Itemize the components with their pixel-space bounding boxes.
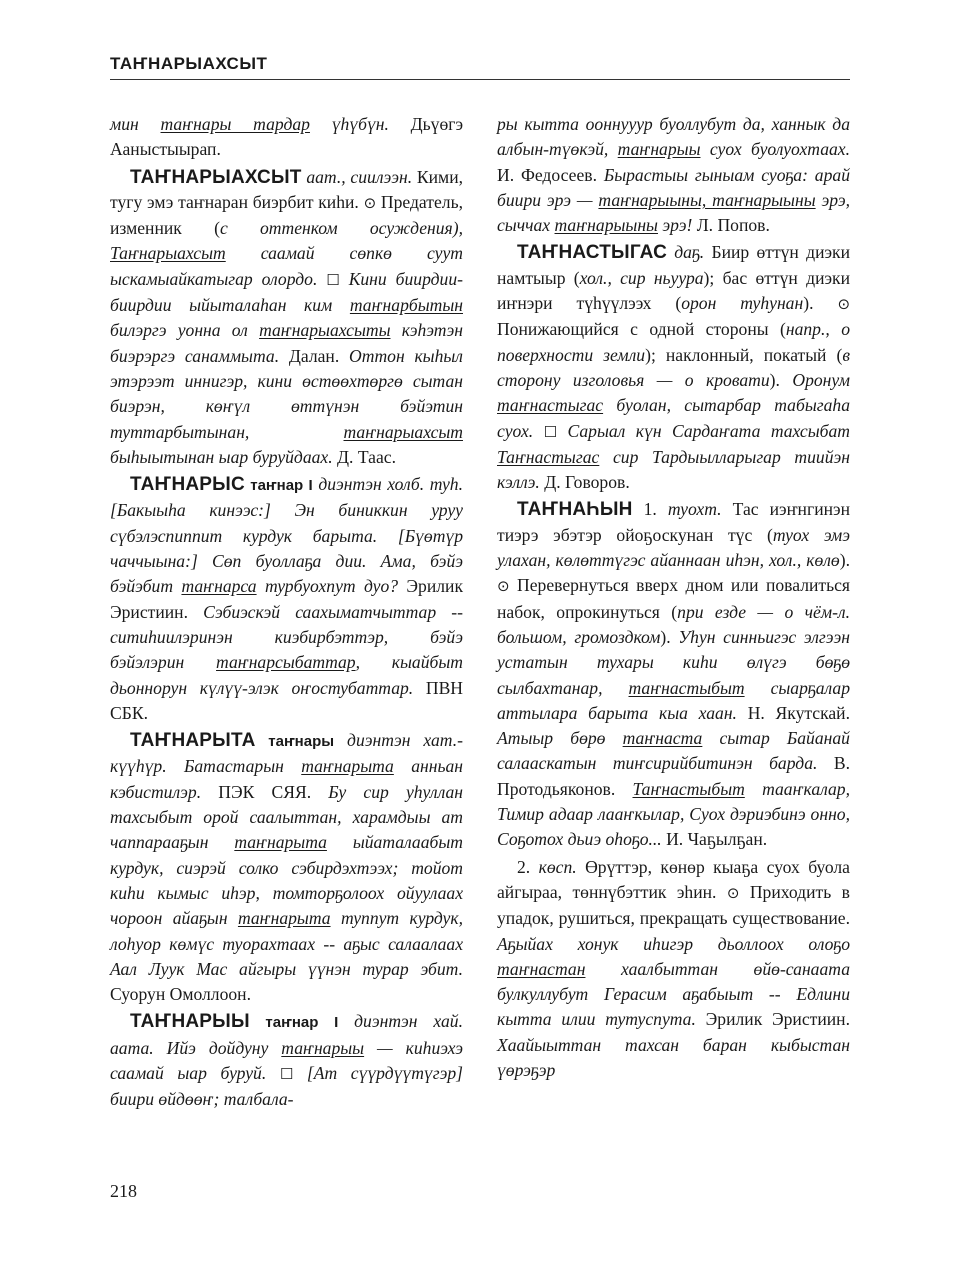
entry-tangnaryta: ТАҤНАРЫТА таҥнары диэнтэн хат.-күүһүр. Батастарын таҥнарыта анньан кэбистилэр. ПЭК СЯЯ. Бу сир уһуллан тахсыбыт орой саалыттан, харамдыы ат чаппарааҕын таҥнарыта ыйаталаабыт курдук, сиэрэй солко сэбирдэхтээх; тойот киһи кымыс иһэр, томторҕолоох ойуулаах чороон айаҕын таҥнарыта туппут курдук, лоһуор көмүс туорахтаах -- аҕыс салаалаах Аал Луук Мас айгыры үүнэн турар эбит. Суорун Омоллоон. <box>110 730 463 1005</box>
headword: ТАҤНАРЫС <box>130 474 245 496</box>
headword: ТАҤНАСТЫГАС <box>517 242 668 264</box>
headword: ТАҤНАРЫАХСЫТ <box>130 166 302 188</box>
phrase-marker-icon: ☐ <box>326 270 340 289</box>
headword: ТАҤНАРЫЫ <box>130 1011 250 1033</box>
left-column <box>110 112 463 1113</box>
entry-tangnaryakhsyt: ТАҤНАРЫАХСЫТ аат., сиилээн. Кими, тугу эмэ таҥнаран биэрбит киһи. ⊙ Предатель, изменник (с оттенком осуждения), Таҥнарыахсыт саамай сөпкө суут ыскамыайкатыгар олордо. ☐ Кини биирдии-биирдии ыйыталаһан ким таҥнарбытын билэргэ уонна ол таҥнарыахсыты кэһэтэн биэрэргэ санаммыта. Далан. Оттон кыһыл этэрээт иннигэр, кини өстөөхтөргө сытан биэрэн, көҥүл өттүнэн бэйэтин туттарбытынан, таҥнарыахсыт быһыытынан ыар буруйдаах. Д. Таас. <box>110 166 464 467</box>
russian-marker-icon: ⊙ <box>726 883 740 902</box>
entry-tangnahyn: ТАҤНАҺЫН 1. туохт. Тас иэҥнгинэн тиэрэ эбэтэр ойоҕоскунан түс (туох эмэ улахан, көлөттүгэс айаннаан иһэн, хол., көлө). ⊙ Перевернуться вверх дном или повалиться набок, опрокинуться (при езде — о чём-л. большом, громоздком). Уһун синньигэс элгээн устатын тухары киһи өлүгэ бөҕө сылбахтанар, таҥнастыбыт сыарҕалар аттылара барыта кыа хаан. Н. Якутскай. Атыыр бөрө таҥнаста сытар Байанай салааскатын тиҥсирийбитинэн барда. В. Протодьяконов. Таҥнастыбыт тааҥкалар, Тимир адаар лааҥкылар, Суох дэриэбинэ онно, Соҕотох дьиэ оһоҕо... И. Чаҕылҕан. <box>497 499 850 850</box>
russian-marker-icon: ⊙ <box>363 193 377 212</box>
running-header: ТАҤНАРЫАХСЫТ <box>110 54 850 80</box>
entry-tangnarys: ТАҤНАРЫС таҥнар I диэнтэн холб. туһ. [Бакыыһа кинээс:] Эн биниккин уруу сүбэлэспиппит курдук барыта. [Бүөтүр чаччыына:] Сөп буоллаҕа дии. Ама, бэйэ бэйэбит таҥнарса турбуохпут дуо? Эрилик Эристиин. Сэбиэскэй саахыматчыттар -- ситиһиилэринэн киэбирбэттэр, бэйэ бэйэлэрин таҥнарсыбаттар, кыайбыт дьоннорун күлүү-элэк оҥостубаттар. ПВН СБК. <box>110 474 464 723</box>
headword: ТАҤНАРЫТА <box>130 730 256 752</box>
continued-entry: мин таҥнары тардар үһүбүн. Дьүөгэ Ааныстыырап. <box>110 114 464 160</box>
page-number: 218 <box>110 1181 137 1201</box>
right-column <box>497 112 850 1083</box>
entry-tangnaryy: ТАҤНАРЫЫ таҥнар I диэнтэн хай. аата. Ийэ дойдуну таҥнарыы — киһиэхэ саамай ыар буруй. ☐ [Ат сүүрдүүтүгэр] биири өйдөөҥ; талбала- <box>110 1011 463 1110</box>
entry-tangnahyn-sense-2: 2. көсп. Өрүттэр, көнөр кыаҕа суох буола айгыраа, төннүбэттик эһин. ⊙ Приходить в упадок, рушиться, прекращать существование. Аҕыйах хонук иһигэр дьоллоох олоҕо таҥнастан хаалбыттан өйө-санаата булкуллубут Герасим аҕабыыт -- Едлини кытта илии тутуспута. Эрилик Эристиин. Хаайыыттан тахсан баран кыбыстан үөрэҕэр <box>497 856 850 1080</box>
entry-tangnastygas: ТАҤНАСТЫГАС даҕ. Биир өттүн диэки намтыыр (хол., сир ньуура); бас өттүн диэки иҥнэри түһүүлээх (орон туһунан). ⊙ Понижающийся с одной стороны (напр., о поверхности земли); наклонный, покатый (в сторону изголовья — о кровати). Оронум таҥнастыгас буолан, сытарбар табыгаһа суох. ☐ Сарыал күн Сардаҥата тахсыбат Таҥнастыгас сир Тардыылларыгар тиийэн кэллэ. Д. Говоров. <box>497 242 851 493</box>
russian-marker-icon: ⊙ <box>837 295 851 314</box>
russian-marker-icon: ⊙ <box>497 577 510 596</box>
phrase-marker-icon: ☐ <box>543 422 558 441</box>
phrase-marker-icon: ☐ <box>279 1064 294 1083</box>
headword: ТАҤНАҺЫН <box>517 499 633 521</box>
continued-entry: ры кытта ооннууур буоллубут да, ханнык да албын-түөкэй, таҥнарыы суох буолуохтаах. И. Федосеев. Бырастыы гыныам суоҕа: арай биири эрэ — таҥнарыыны, таҥнарыыны эрэ, сыччах таҥнарыыны эрэ! Л. Попов. <box>497 114 851 236</box>
